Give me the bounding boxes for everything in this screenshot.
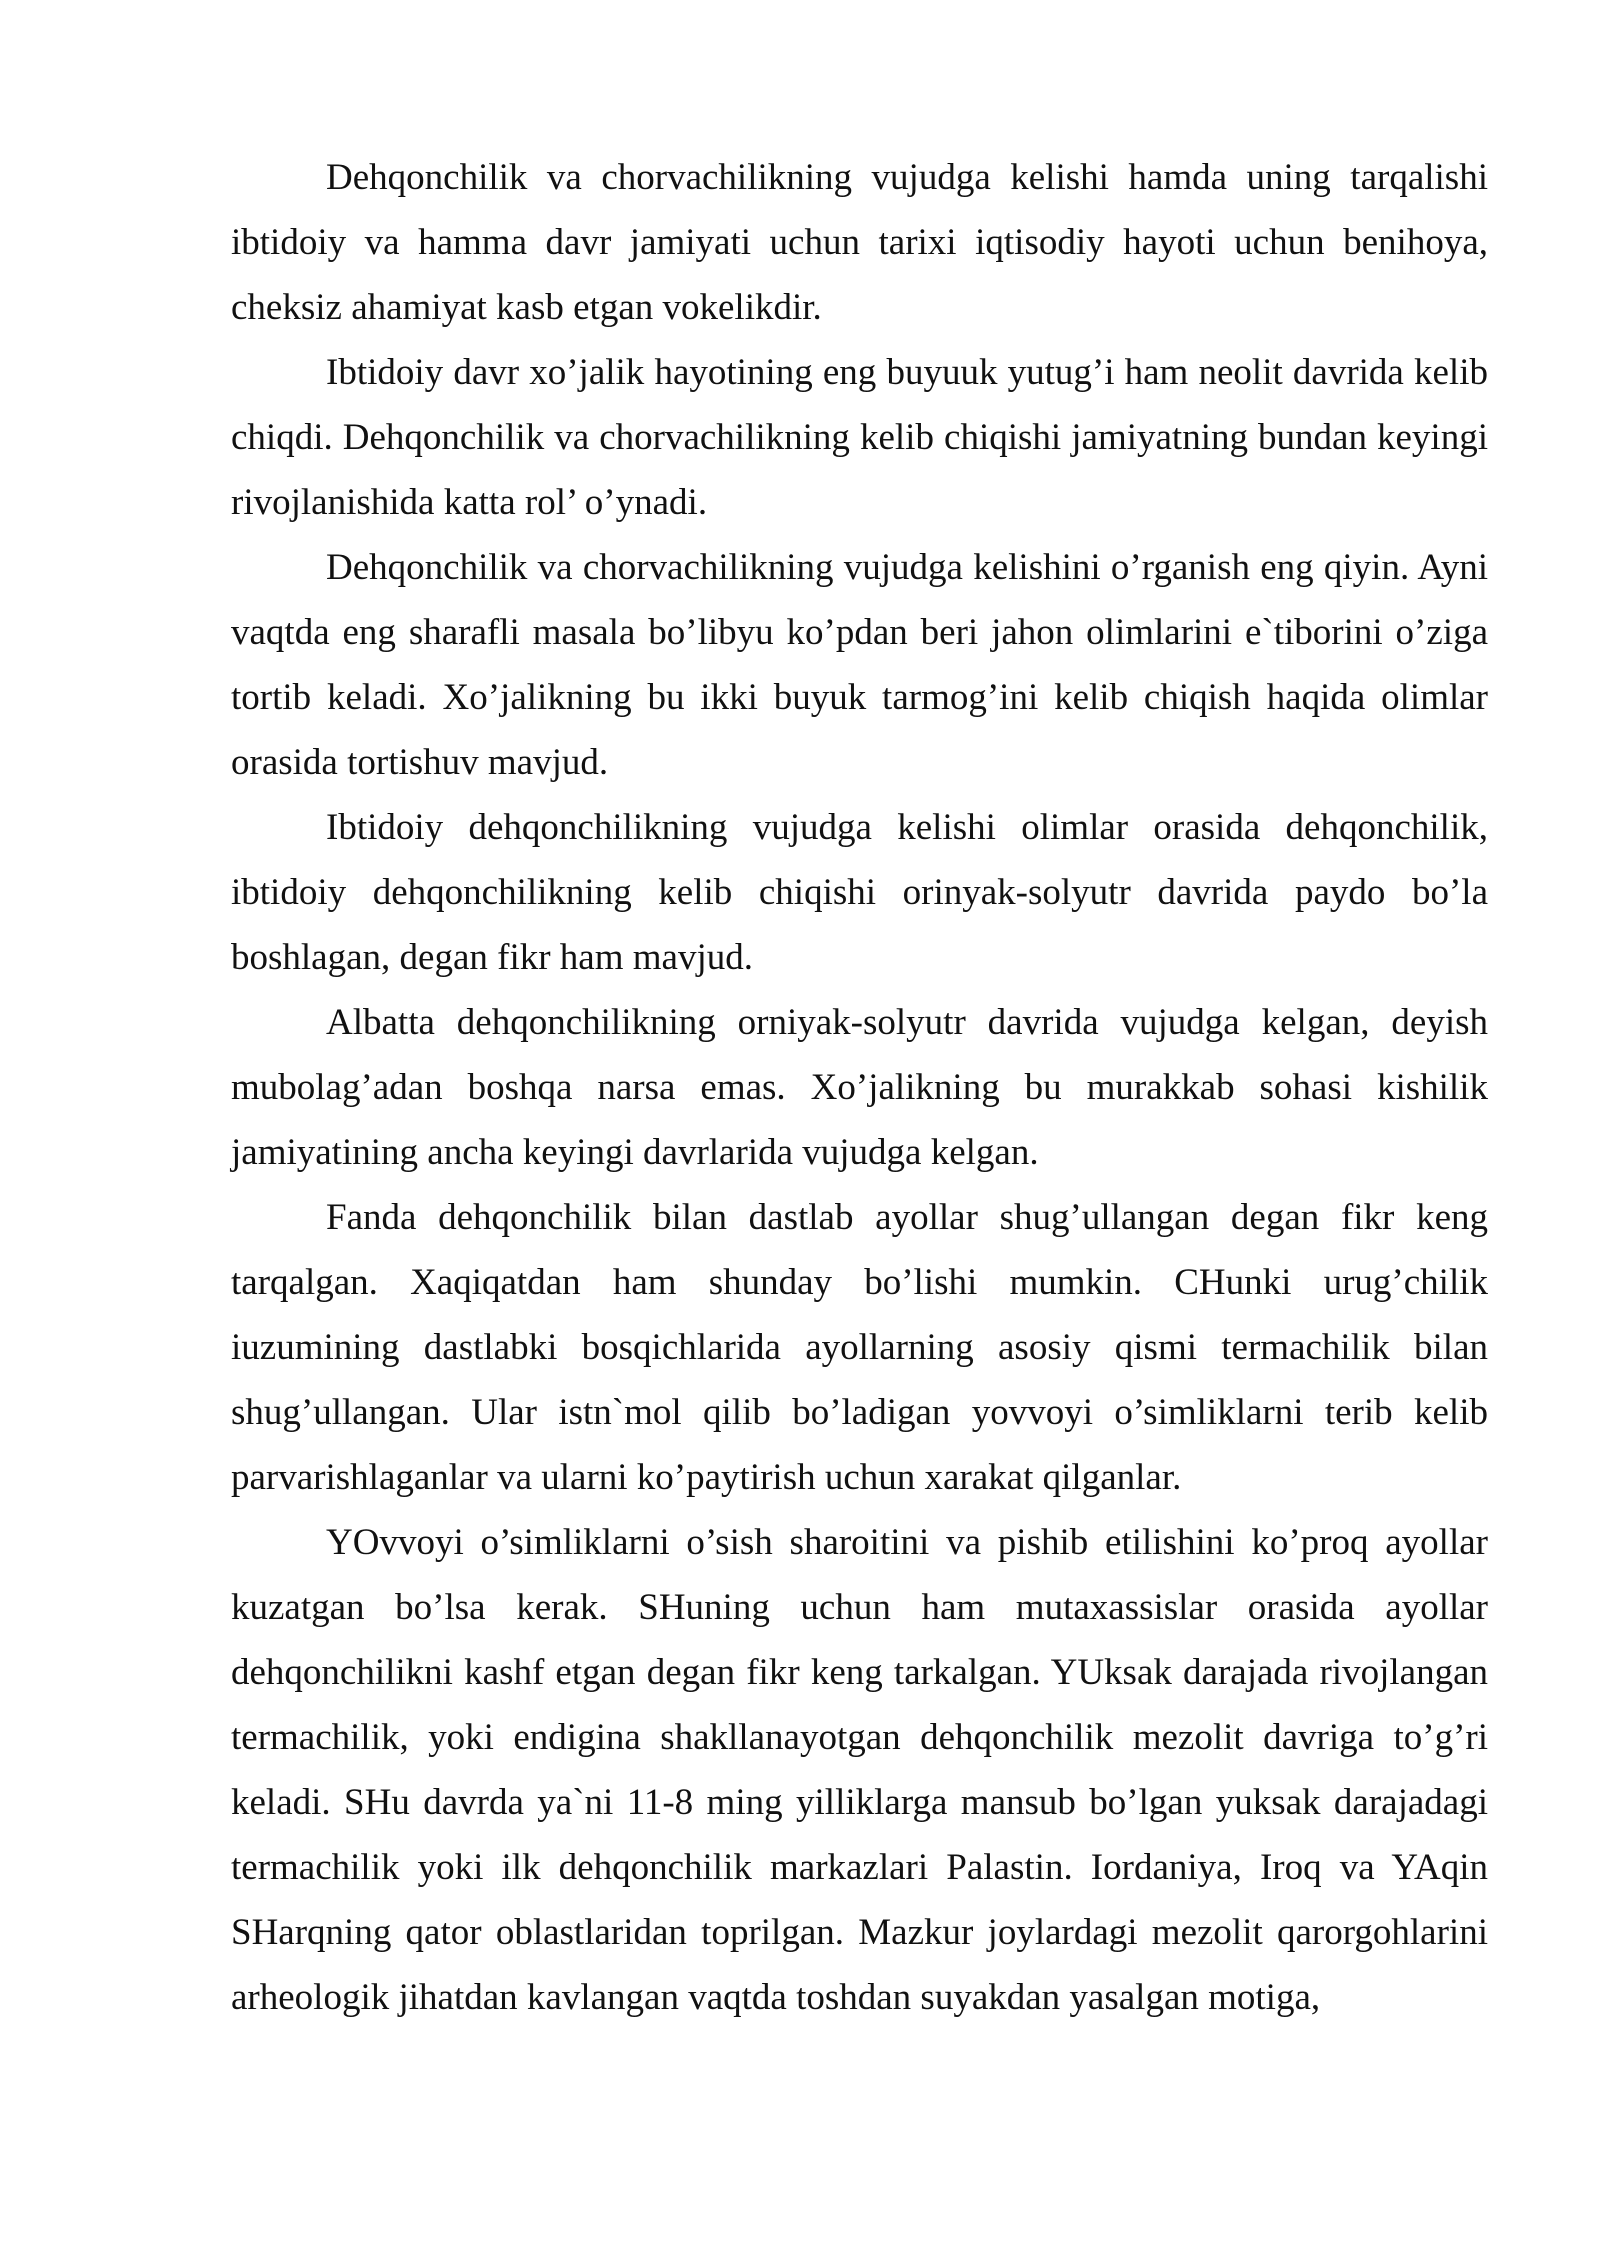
paragraph-1: Dehqonchilik va chorvachilikning vujudga kelishi hamda uning tarqalishi ibtidoiy va hamma davr jamiyati uchun tarixi iqtisodiy hayoti uchun benihoya, cheksiz ahamiyat kasb etgan vokelikdir. [231,157,1488,328]
body-text [231,145,1488,2030]
paragraph-5: Albatta dehqonchilikning orniyak-solyutr davrida vujudga kelgan, deyish mubolag’adan boshqa narsa emas. Xo’jalikning bu murakkab sohasi kishilik jamiyatining ancha keyingi davrlarida vujudga kelgan. [231,1002,1488,1173]
paragraph-7: YOvvoyi o’simliklarni o’sish sharoitini va pishib etilishini ko’proq ayollar kuzatgan bo’lsa kerak. SHuning uchun ham mutaxassislar orasida ayollar dehqonchilikni kashf etgan degan fikr keng tarkalgan. YUksak darajada rivojlangan termachilik, yoki endigina shakllanayotgan dehqonchilik mezolit davriga to’g’ri keladi. SHu davrda ya`ni 11-8 ming yilliklarga mansub bo’lgan yuksak darajadagi termachilik yoki ilk dehqonchilik markazlari Palastin. Iordaniya, Iroq va YAqin SHarqning qator oblastlaridan toprilgan. Mazkur joylardagi mezolit qarorgohlarini arheologik jihatdan kavlangan vaqtda toshdan suyakdan yasalgan motiga, [231,1522,1488,2018]
paragraph-4: Ibtidoiy dehqonchilikning vujudga kelishi olimlar orasida dehqonchilik, ibtidoiy dehqonchilikning kelib chiqishi orinyak-solyutr davrida paydo bo’la boshlagan, degan fikr ham mavjud. [231,807,1488,978]
paragraph-3: Dehqonchilik va chorvachilikning vujudga kelishini o’rganish eng qiyin. Ayni vaqtda eng sharafli masala bo’libyu ko’pdan beri jahon olimlarini e`tiborini o’ziga tortib keladi. Xo’jalikning bu ikki buyuk tarmog’ini kelib chiqish haqida olimlar orasida tortishuv mavjud. [231,547,1488,783]
paragraph-6: Fanda dehqonchilik bilan dastlab ayollar shug’ullangan degan fikr keng tarqalgan. Xaqiqatdan ham shunday bo’lishi mumkin. CHunki urug’chilik iuzumining dastlabki bosqichlarida ayollarning asosiy qismi termachilik bilan shug’ullangan. Ular istn`mol qilib bo’ladigan yovvoyi o’simliklarni terib kelib parvarishlaganlar va ularni ko’paytirish uchun xarakat qilganlar. [231,1197,1488,1498]
paragraph-2: Ibtidoiy davr xo’jalik hayotining eng buyuuk yutug’i ham neolit davrida kelib chiqdi. Dehqonchilik va chorvachilikning kelib chiqishi jamiyatning bundan keyingi rivojlanishida katta rol’ o’ynadi. [231,352,1488,523]
